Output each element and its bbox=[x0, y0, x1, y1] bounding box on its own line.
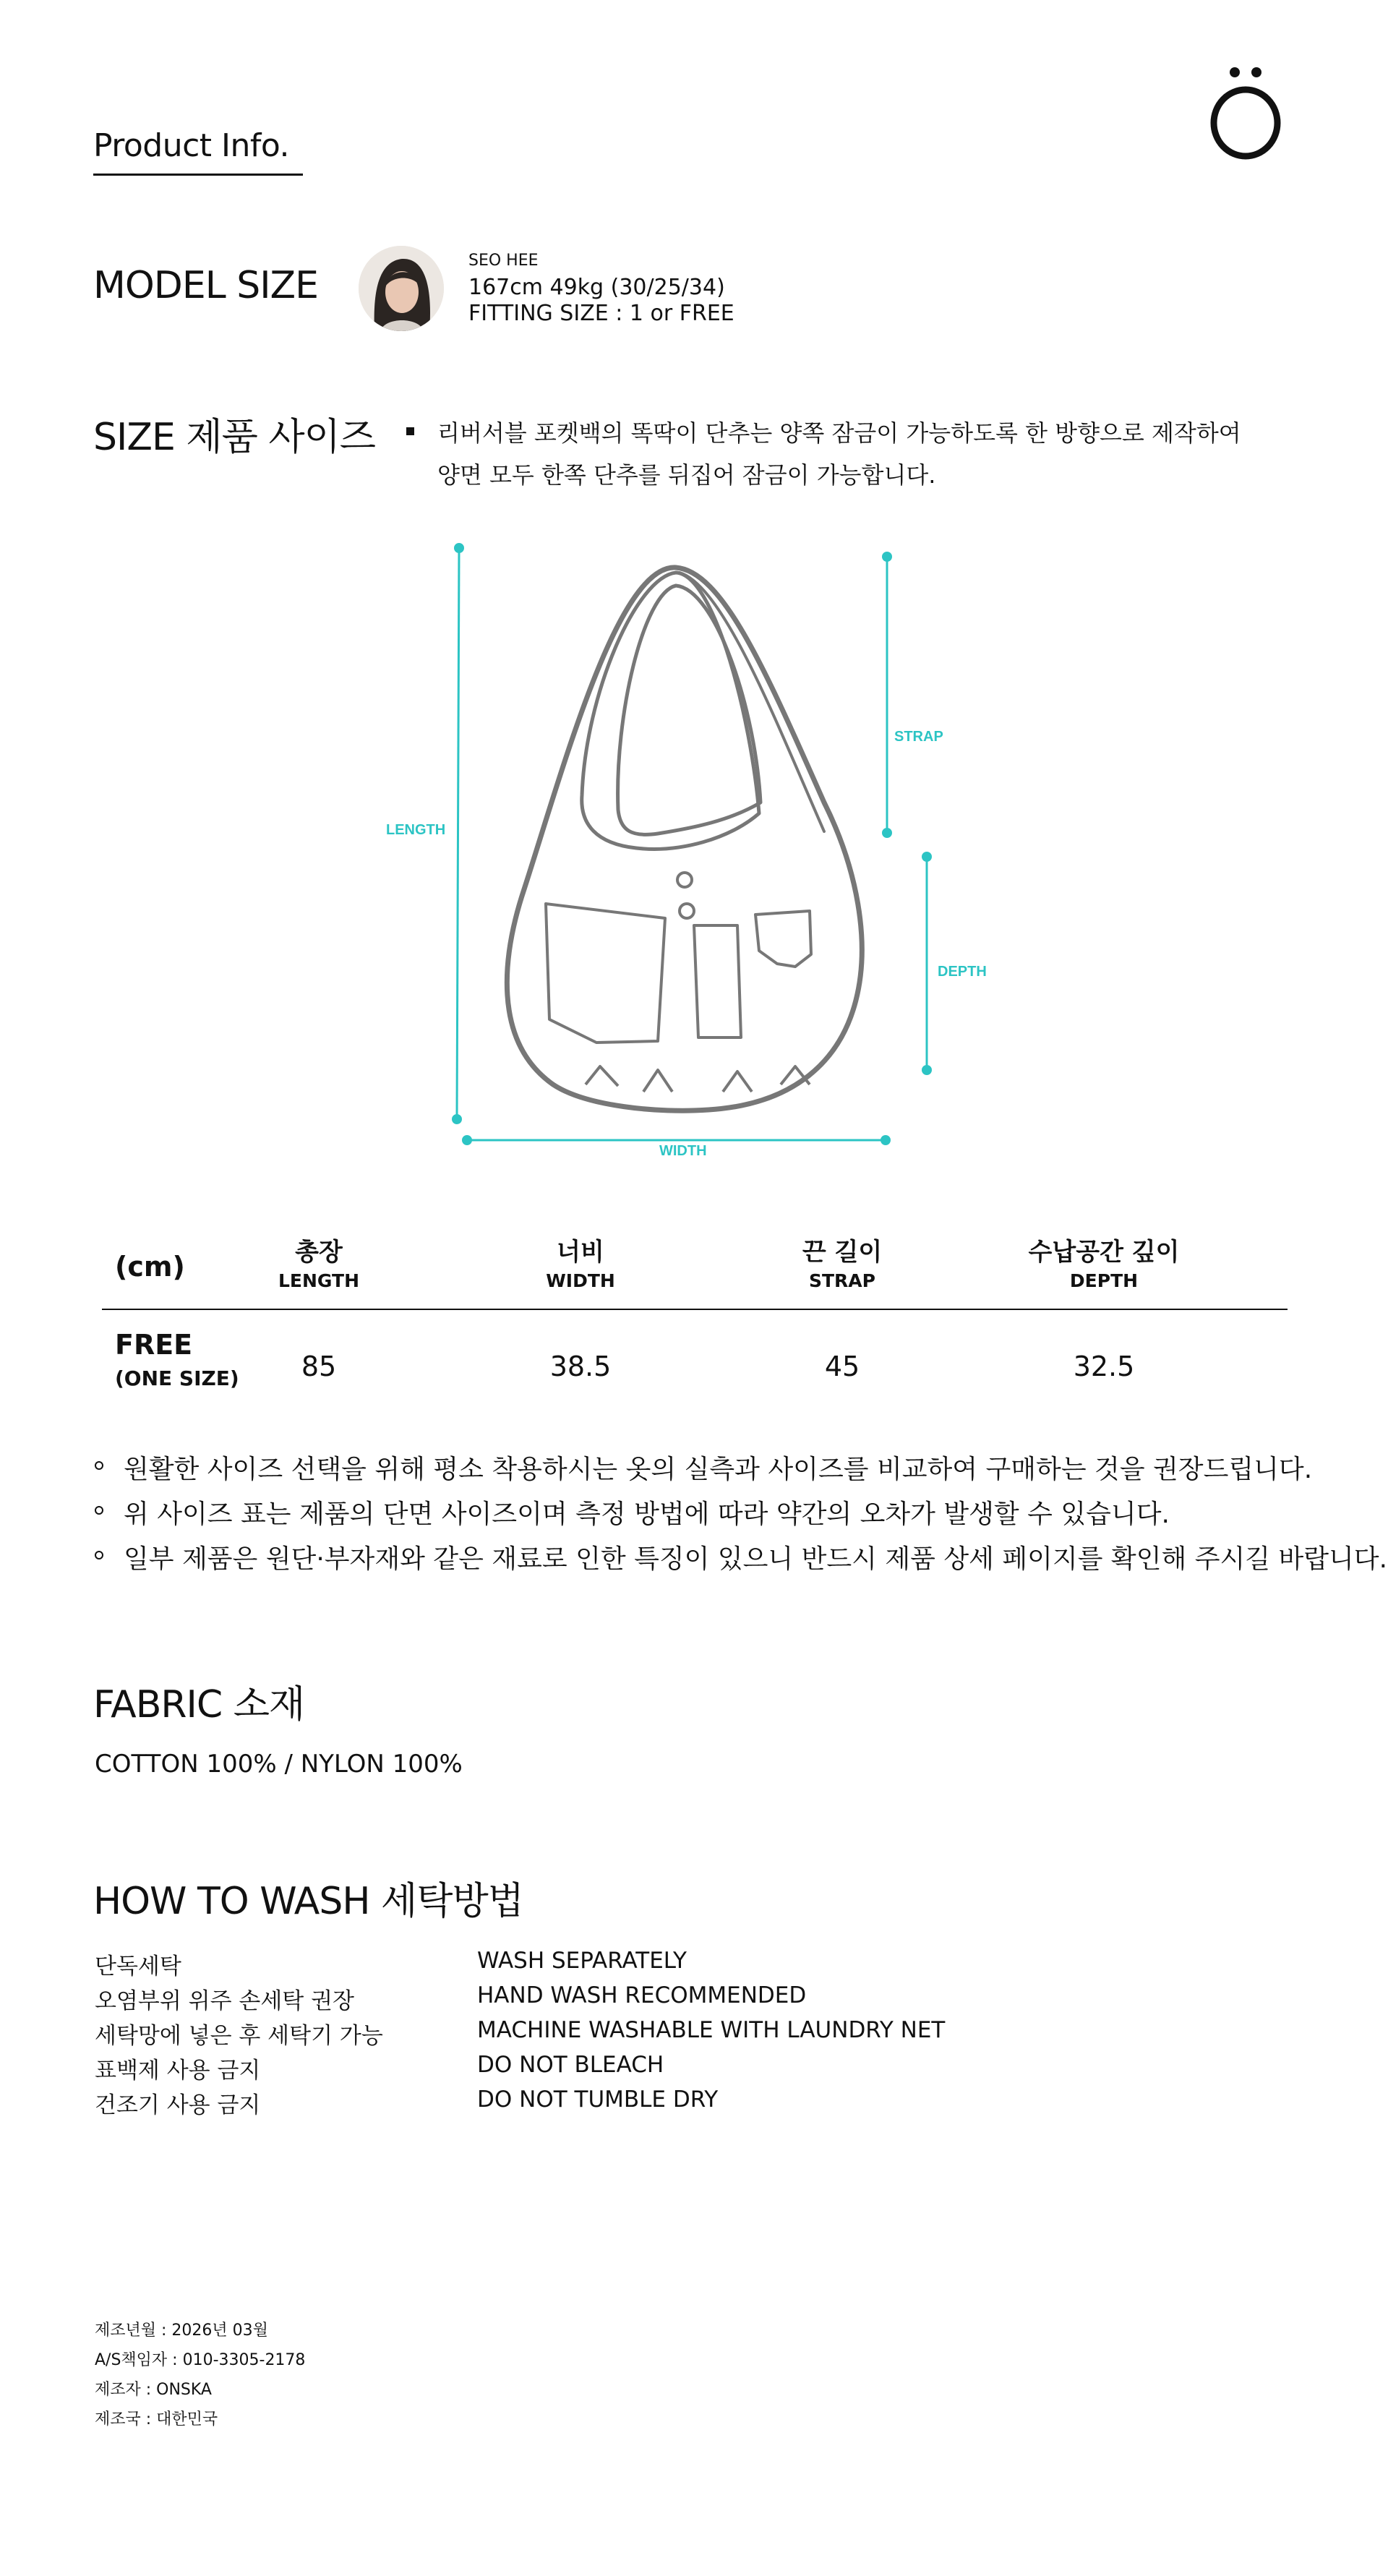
footer-country: 제조국 : 대한민국 bbox=[95, 2410, 218, 2429]
table-unit: (cm) bbox=[115, 1251, 185, 1283]
footer-maker: 제조자 : ONSKA bbox=[95, 2381, 212, 2399]
table-row-size: FREE bbox=[115, 1329, 193, 1361]
table-cell-width: 38.5 bbox=[549, 1351, 612, 1382]
wash-item-ko: 세탁망에 넣은 후 세탁기 가능 bbox=[95, 2023, 383, 2049]
title-underline bbox=[93, 174, 303, 176]
wash-item-ko: 표백제 사용 금지 bbox=[95, 2058, 261, 2084]
wash-item-en: WASH SEPARATELY bbox=[477, 1948, 687, 1974]
table-cell-depth: 32.5 bbox=[1073, 1351, 1135, 1382]
size-note-bullet bbox=[406, 427, 414, 435]
wash-item-en: HAND WASH RECOMMENDED bbox=[477, 1982, 807, 2008]
length-label: LENGTH bbox=[386, 822, 446, 838]
wash-item-en: MACHINE WASHABLE WITH LAUNDRY NET bbox=[477, 2017, 946, 2043]
strap-label: STRAP bbox=[894, 729, 943, 745]
table-col-length: 총장 LENGTH bbox=[278, 1238, 359, 1291]
wash-item-ko: 오염부위 위주 손세탁 권장 bbox=[95, 1988, 354, 2014]
table-row-size-sub: (ONE SIZE) bbox=[115, 1366, 239, 1390]
wash-item-en: DO NOT BLEACH bbox=[477, 2052, 664, 2078]
depth-dimension bbox=[922, 852, 932, 1075]
note-bullet bbox=[95, 1551, 103, 1559]
wash-item-ko: 단독세탁 bbox=[95, 1954, 181, 1980]
table-col-width: 너비 WIDTH bbox=[546, 1238, 615, 1291]
brand-logo bbox=[1206, 64, 1285, 161]
table-col-depth: 수납공간 깊이 DEPTH bbox=[1028, 1238, 1180, 1291]
wash-item-ko: 건조기 사용 금지 bbox=[95, 2092, 261, 2118]
note-item: 위 사이즈 표는 제품의 단면 사이즈이며 측정 방법에 따라 약간의 오차가 발생할 수 있습니다. bbox=[124, 1499, 1170, 1529]
depth-label: DEPTH bbox=[938, 964, 987, 980]
model-size-heading: MODEL SIZE bbox=[93, 264, 319, 307]
table-col-strap: 끈 길이 STRAP bbox=[802, 1238, 883, 1291]
table-cell-strap: 45 bbox=[824, 1351, 860, 1382]
wash-heading: HOW TO WASH 세탁방법 bbox=[93, 1880, 523, 1923]
table-header-rule bbox=[102, 1309, 1288, 1310]
model-avatar bbox=[359, 246, 444, 331]
page-title: Product Info. bbox=[93, 127, 290, 164]
size-note-line1: 리버서블 포켓백의 똑딱이 단추는 양쪽 잠금이 가능하도록 한 방향으로 제작하여 bbox=[437, 419, 1241, 447]
fabric-value: COTTON 100% / NYLON 100% bbox=[95, 1750, 463, 1779]
width-label: WIDTH bbox=[659, 1143, 707, 1159]
length-dimension bbox=[452, 543, 464, 1124]
model-body-size: 167cm 49kg (30/25/34) bbox=[468, 275, 725, 300]
size-note-line2: 양면 모두 한쪽 단추를 뒤집어 잠금이 가능합니다. bbox=[437, 461, 936, 489]
fabric-heading: FABRIC 소재 bbox=[93, 1683, 305, 1726]
footer-manufactured-date: 제조년월 : 2026년 03월 bbox=[95, 2322, 268, 2340]
bag-details bbox=[546, 873, 811, 1092]
model-name: SEO HEE bbox=[468, 252, 539, 270]
size-heading: SIZE 제품 사이즈 bbox=[93, 416, 376, 459]
note-bullet bbox=[95, 1506, 103, 1515]
note-bullet bbox=[95, 1461, 103, 1470]
bag-outline bbox=[507, 568, 862, 1111]
strap-dimension bbox=[882, 552, 892, 838]
bag-size-diagram bbox=[347, 528, 1041, 1178]
footer-as-contact: A/S책임자 : 010-3305-2178 bbox=[95, 2351, 306, 2369]
table-cell-length: 85 bbox=[301, 1351, 337, 1382]
model-fitting-size: FITTING SIZE : 1 or FREE bbox=[468, 301, 734, 326]
note-item: 원활한 사이즈 선택을 위해 평소 착용하시는 옷의 실측과 사이즈를 비교하여 구매하는 것을 권장드립니다. bbox=[124, 1455, 1313, 1484]
wash-item-en: DO NOT TUMBLE DRY bbox=[477, 2087, 719, 2113]
note-item: 일부 제품은 원단·부자재와 같은 재료로 인한 특징이 있으니 반드시 제품 상세 페이지를 확인해 주시길 바랍니다. bbox=[124, 1544, 1388, 1574]
